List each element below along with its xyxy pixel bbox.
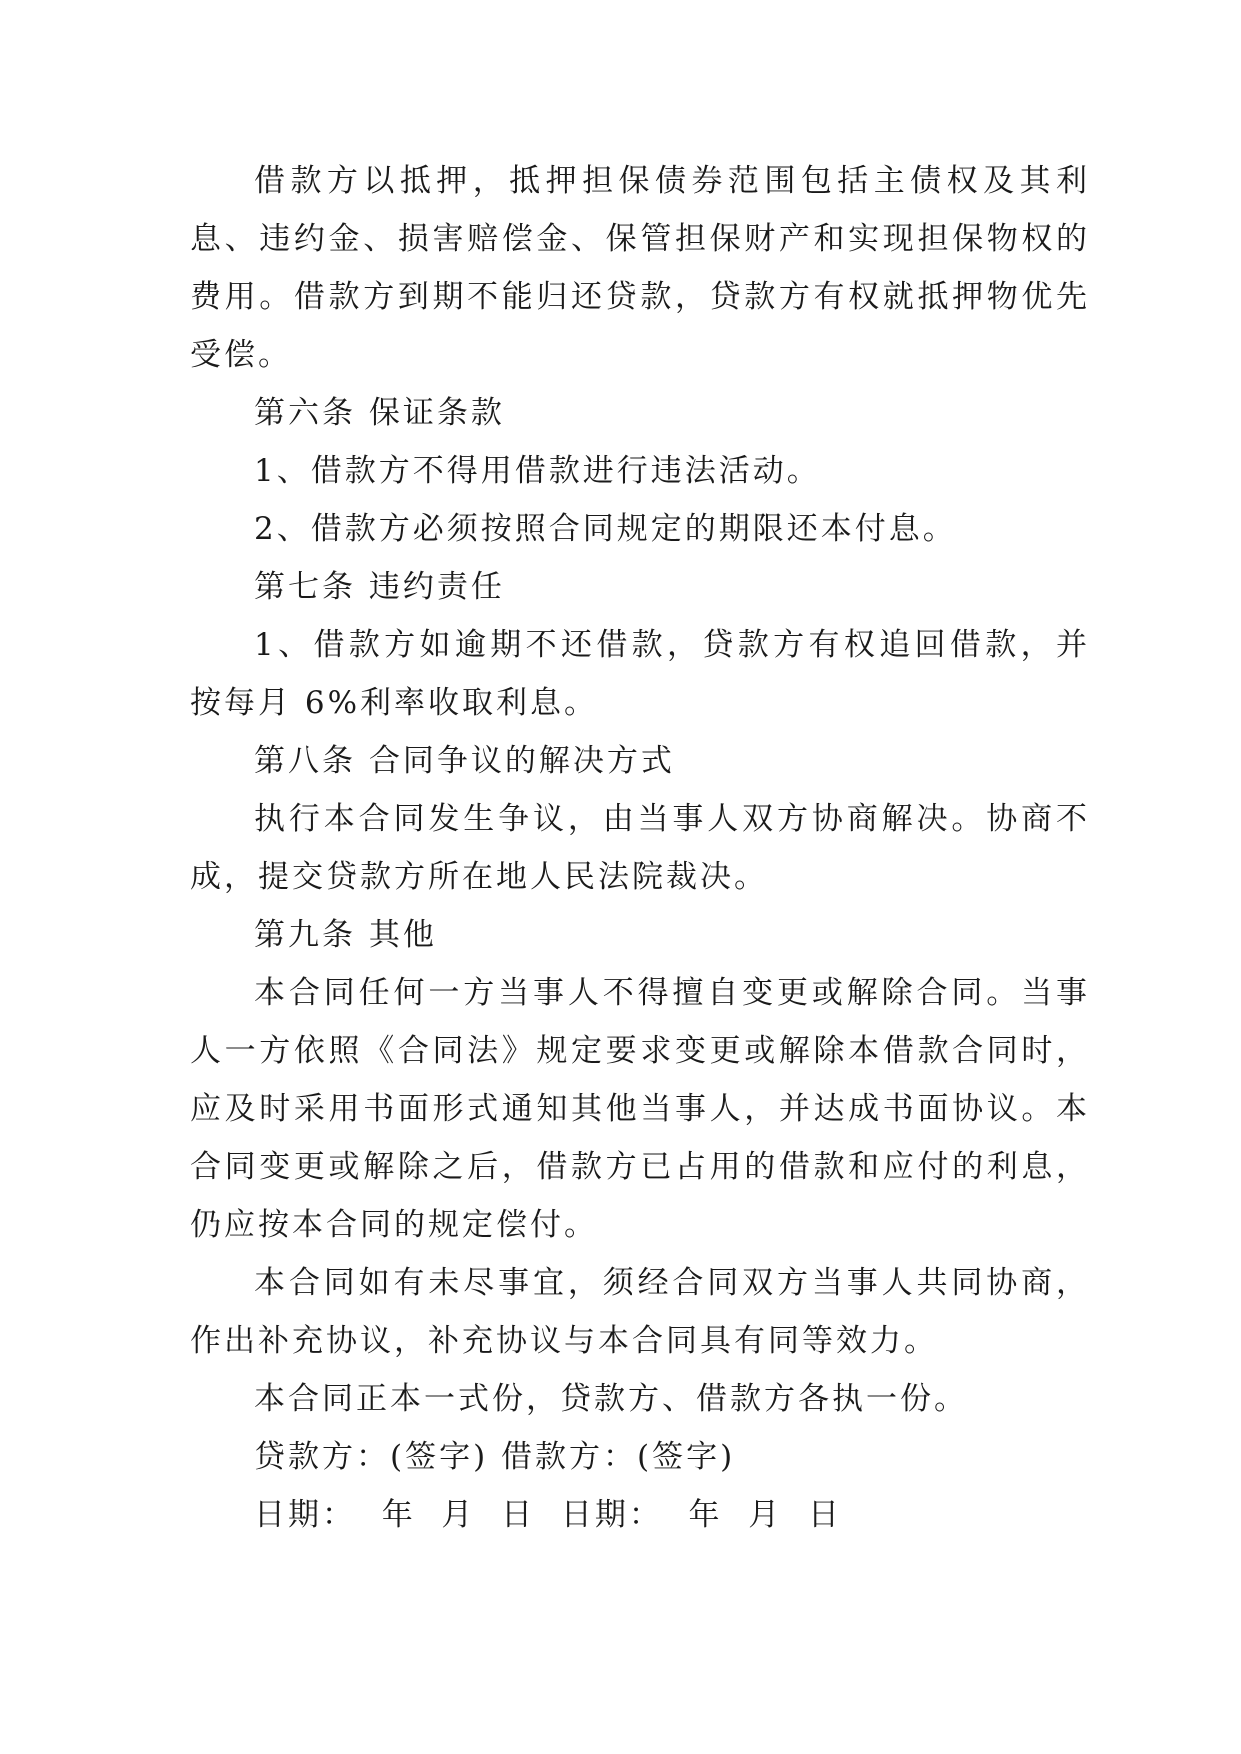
article-6-heading: 第六条 保证条款 [254, 395, 505, 431]
collateral-paragraph: 借款方以抵押，抵押担保债券范围包括主债权及其利息、违约金、损害赔偿金、保管担保财产和实现担保物权的费用。借款方到期不能归还贷款，贷款方有权就抵押物优先受偿。 [190, 163, 1090, 373]
article-7-item-1: 1、借款方如逾期不还借款，贷款方有权追回借款，并按每月 6%利率收取利息。 [190, 627, 1090, 721]
article-8-heading: 第八条 合同争议的解决方式 [254, 743, 675, 779]
document-body [190, 152, 1090, 1544]
date-line: 日期： 年 月 日 日期： 年 月 日 [254, 1497, 842, 1533]
article-6-item-2: 2、借款方必须按照合同规定的期限还本付息。 [254, 511, 957, 547]
article-9-paragraph-3: 本合同正本一式份，贷款方、借款方各执一份。 [254, 1381, 968, 1417]
article-8-text: 执行本合同发生争议，由当事人双方协商解决。协商不成，提交贷款方所在地人民法院裁决。 [190, 801, 1090, 895]
article-6-item-1: 1、借款方不得用借款进行违法活动。 [254, 453, 821, 489]
article-9-heading: 第九条 其他 [254, 917, 437, 953]
article-9-paragraph-1: 本合同任何一方当事人不得擅自变更或解除合同。当事人一方依照《合同法》规定要求变更或解除本借款合同时，应及时采用书面形式通知其他当事人，并达成书面协议。本合同变更或解除之后，借款方已占用的借款和应付的利息，仍应按本合同的规定偿付。 [190, 975, 1090, 1243]
article-9-paragraph-2: 本合同如有未尽事宜，须经合同双方当事人共同协商，作出补充协议，补充协议与本合同具有同等效力。 [190, 1265, 1090, 1359]
signature-line: 贷款方：(签字) 借款方：(签字) [254, 1439, 736, 1475]
article-7-heading: 第七条 违约责任 [254, 569, 505, 605]
